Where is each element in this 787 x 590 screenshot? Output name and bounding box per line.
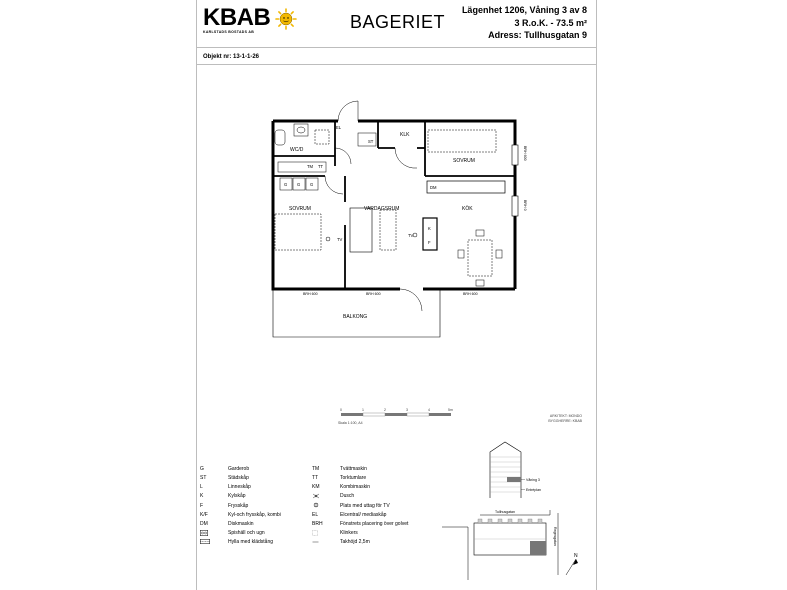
room-label-klk: KLK	[400, 132, 410, 138]
legend-item: TM Tvättmaskin	[312, 466, 367, 472]
room-label-sovrum-2: SOVRUM	[289, 206, 311, 212]
address-line: Adress: Tullhusgatan 9	[488, 30, 587, 40]
legend-item: BRH Fönstrets placering över golvet	[312, 520, 409, 527]
scale-tick-1: 1	[362, 408, 364, 412]
legend-item: Dusch	[312, 492, 408, 501]
legend-item: TT Torktumlare	[312, 475, 367, 482]
label-brh-3: BRH 600	[463, 292, 478, 296]
street-label-right: Regnsgatan	[553, 527, 557, 546]
label-tv-1: TV	[337, 237, 343, 242]
label-g3: G	[310, 182, 314, 187]
legend-item: L Linneskåp	[200, 484, 251, 491]
label-brh-side-1: BRH 600	[523, 146, 527, 161]
room-label-kok: KÖK	[462, 206, 473, 212]
shower-icon	[312, 493, 320, 499]
legend-item: EL Elcentral/ mediaskåp	[312, 511, 387, 518]
object-divider	[197, 64, 596, 65]
legend-item: G Garderob	[200, 466, 250, 472]
shelf-icon	[200, 539, 210, 544]
tv-outlet-icon	[312, 502, 320, 508]
label-g1: G	[284, 182, 288, 187]
site-plan	[440, 505, 590, 585]
scale-label: Skala 1:100, A4	[338, 421, 363, 425]
scale-bar	[339, 408, 459, 420]
kbab-logo: KBAB	[203, 4, 271, 31]
label-brh-1: BRH 600	[303, 292, 318, 296]
label-el: EL	[336, 125, 342, 130]
scale-tick-0: 0	[340, 408, 342, 412]
street-label-top: Tullhusgatan	[495, 510, 515, 514]
object-number: Objekt nr: 13-1-1-26	[203, 54, 260, 60]
label-f: F	[428, 240, 431, 245]
label-tm: TM	[307, 164, 314, 169]
apartment-line: Lägenhet 1206, Våning 3 av 8	[461, 5, 587, 15]
legend-item: Klinkers	[312, 529, 408, 538]
north-arrow-icon	[566, 553, 578, 575]
architect-line-1: ARKITEKT: MONDO	[549, 414, 582, 418]
architect-info	[548, 414, 582, 424]
label-g2: G	[297, 182, 301, 187]
room-label-sovrum-1: SOVRUM	[453, 158, 475, 164]
tile-icon	[312, 530, 319, 536]
scale-tick-4: 4	[428, 408, 430, 412]
north-label: N	[574, 553, 578, 559]
legend-item: K Kylskåp	[200, 493, 246, 500]
scale-tick-3: 3	[406, 408, 408, 412]
legend-item: Plats med uttag för TV	[312, 502, 408, 511]
legend-item: Hylla med klädstång	[200, 538, 281, 547]
label-k: K	[428, 226, 431, 231]
label-brh-2: BRH 600	[366, 292, 381, 296]
room-label-vardagsrum: VARDAGSRUM	[364, 206, 400, 212]
rooms-area-line: 3 R.o.K. - 73.5 m²	[514, 17, 587, 28]
legend-item: ST Städskåp	[200, 475, 249, 482]
elevation-entrance-label: Entréplan	[526, 488, 541, 492]
ceiling-icon	[312, 539, 319, 545]
scale-tick-5: 5m	[448, 408, 453, 412]
legend-right	[312, 465, 408, 547]
legend-left	[200, 465, 281, 547]
project-title: BAGERIET	[350, 12, 446, 32]
label-st: ST	[368, 139, 374, 144]
kbab-logo-subtext: KARLSTADS BOSTADS AB	[203, 30, 255, 34]
legend-item: F Frysskåp	[200, 502, 249, 509]
label-tt: TT	[318, 164, 324, 169]
architect-line-2: BYGGHERRE: KBAB	[548, 419, 582, 423]
legend-item: DM Diskmaskin	[200, 520, 254, 527]
label-tv-2: TV	[408, 233, 414, 238]
room-label-wc: WC/D	[290, 147, 304, 153]
label-dm: DM	[430, 185, 437, 190]
stove-icon	[200, 530, 208, 536]
legend-item: Spishäll och ugn	[200, 529, 281, 538]
header-divider	[197, 47, 596, 48]
label-brh-side-2: BRH 0	[523, 200, 527, 211]
room-label-balkong: BALKONG	[343, 314, 368, 320]
apartment-info	[462, 4, 587, 42]
legend-item: KM Kombimaskin	[312, 484, 371, 491]
floor-plan	[260, 90, 530, 350]
building-elevation	[485, 440, 555, 500]
legend-item: Takhöjd 2,5m	[312, 538, 408, 547]
scale-tick-2: 2	[384, 408, 386, 412]
sun-logo-icon	[275, 8, 297, 30]
elevation-floor-label: Våning 3	[526, 478, 540, 482]
legend-item: K/F Kyl-och frysskåp, kombi	[200, 511, 281, 518]
